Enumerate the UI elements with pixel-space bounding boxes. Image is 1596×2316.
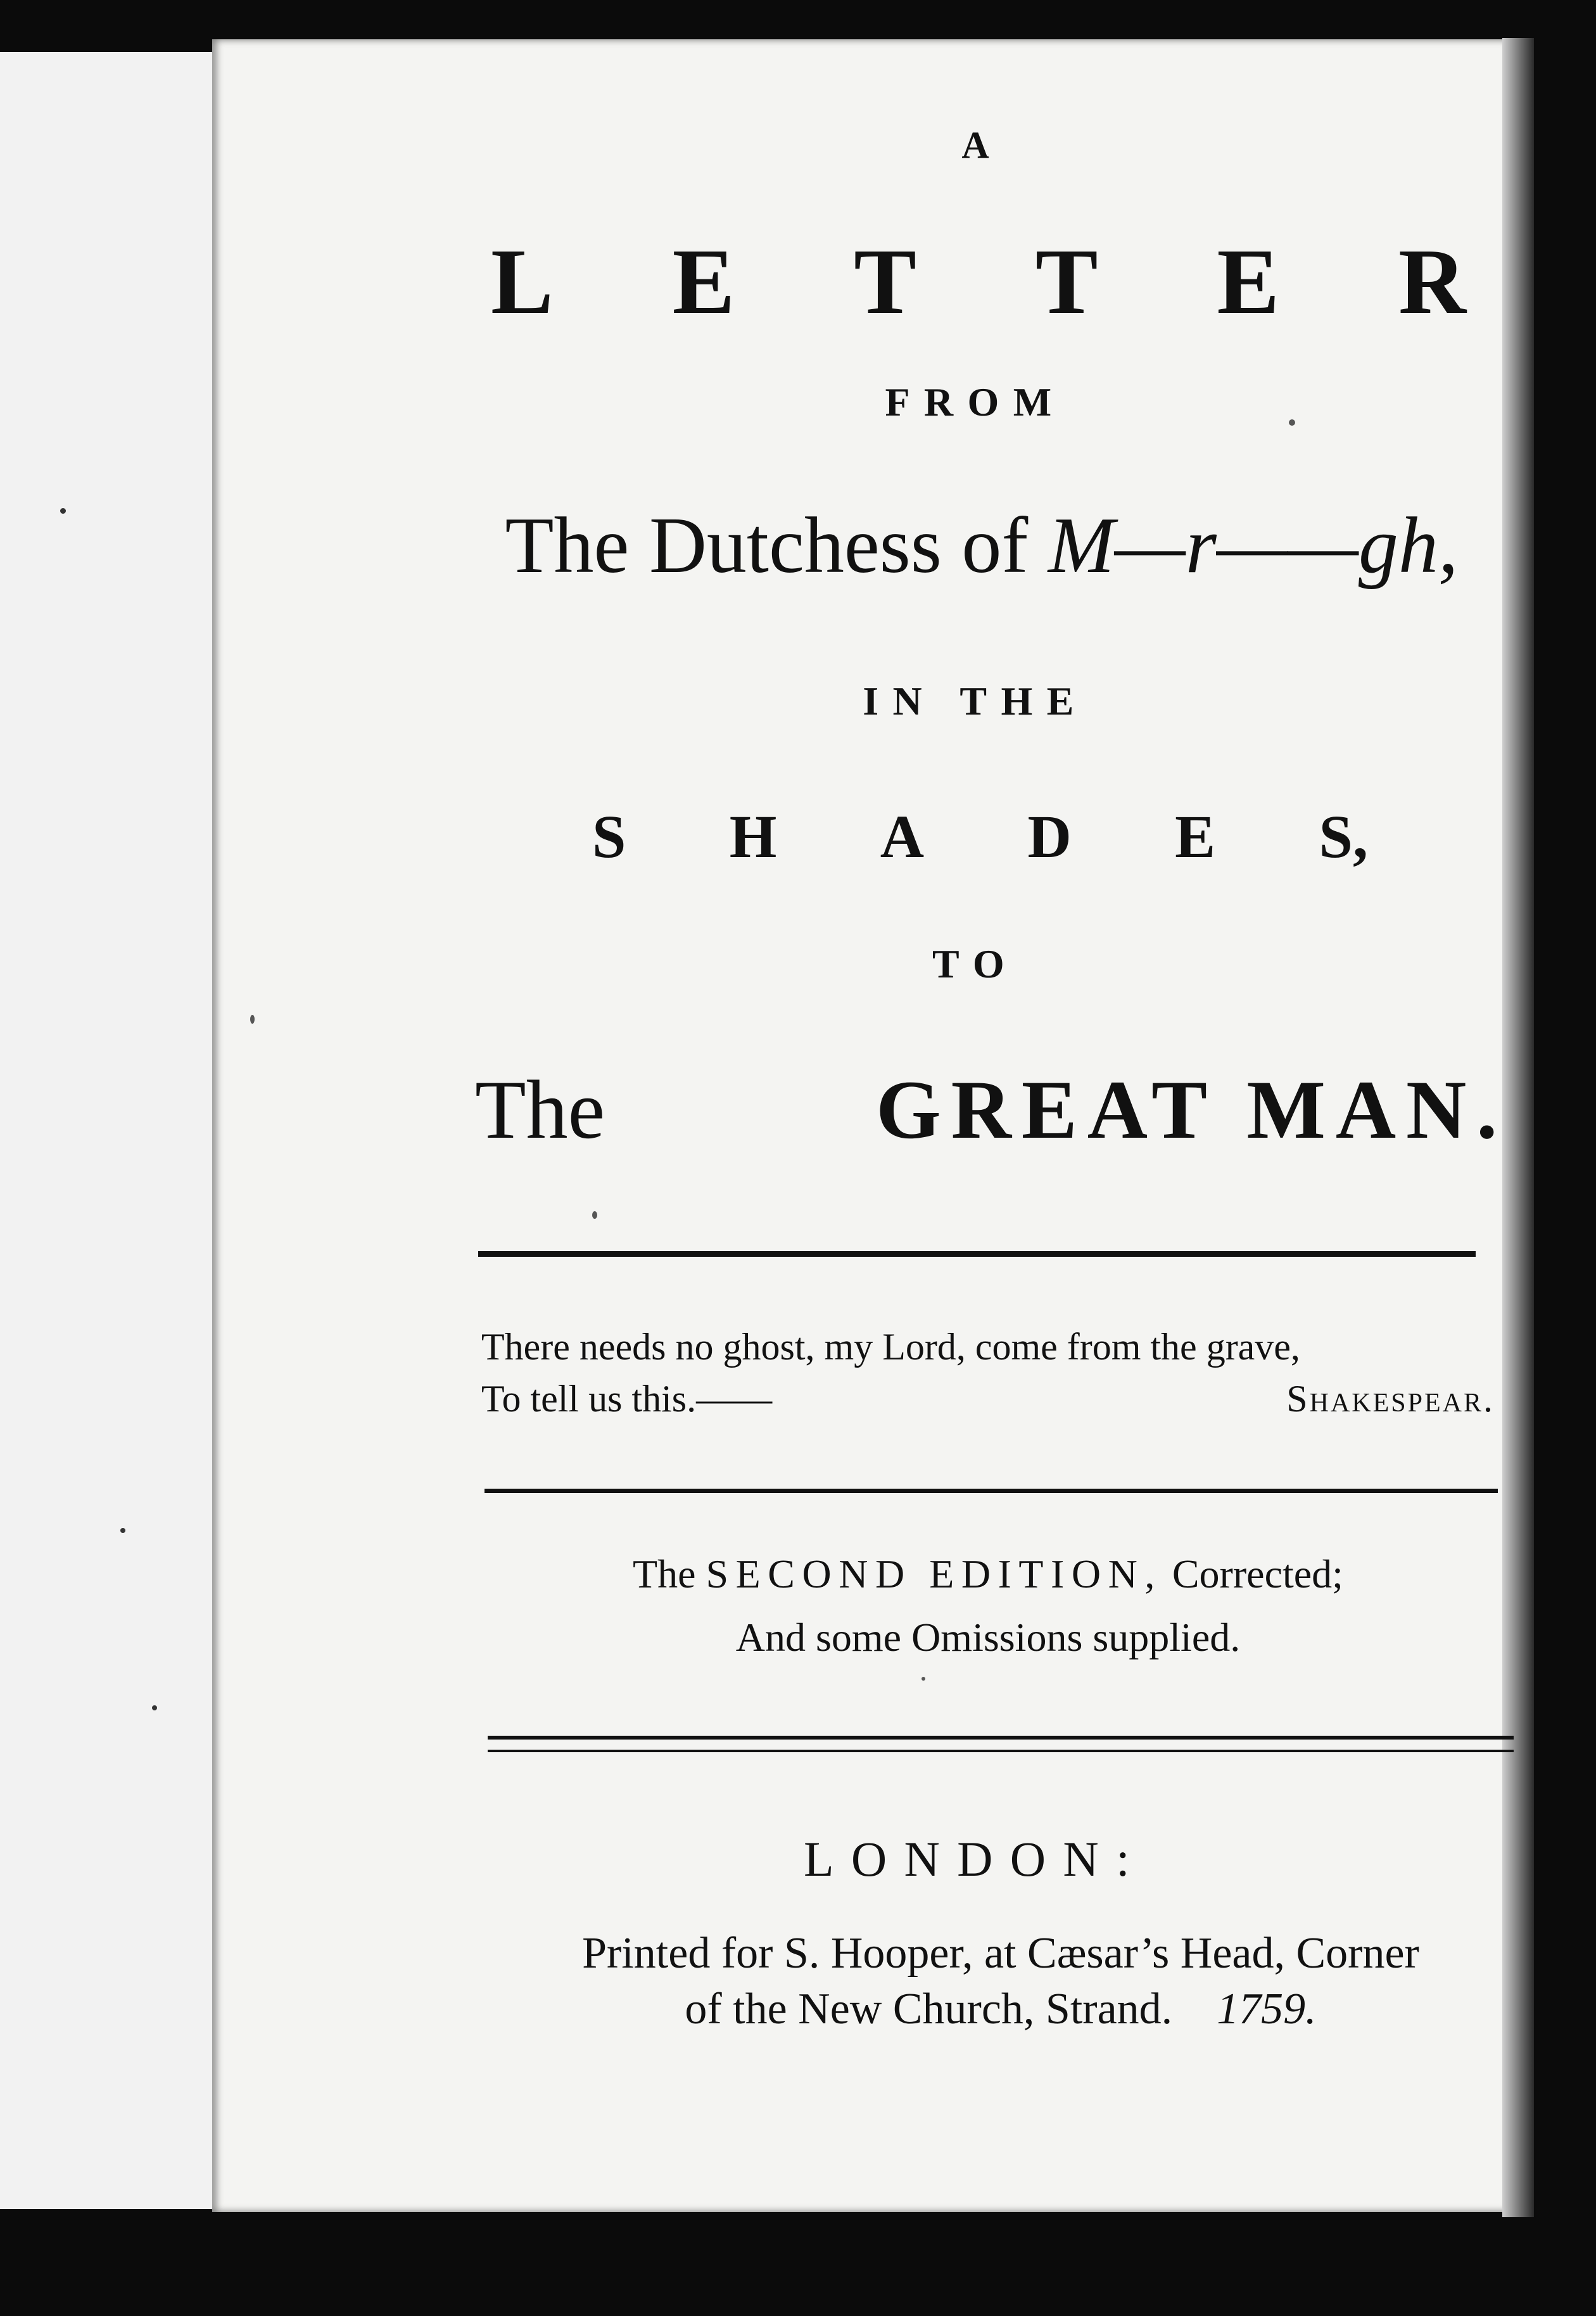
title-shades-char: D bbox=[1027, 803, 1072, 870]
imprint-line-2-row bbox=[481, 1982, 1520, 2037]
epigraph-line-1: There needs no ghost, my Lord, come from the grave, bbox=[481, 1326, 1300, 1368]
epigraph-row-2 bbox=[481, 1373, 1495, 1425]
title-dutchess-name: M—r——gh, bbox=[1048, 502, 1459, 590]
edition-the: The bbox=[633, 1551, 706, 1596]
title-dutchess bbox=[462, 500, 1501, 592]
imprint-line-1: Printed for S. Hooper, at Cæsar’s Head, Corner bbox=[582, 1929, 1419, 1978]
imprint-city: LONDON: bbox=[803, 1831, 1148, 1887]
edition-statement bbox=[481, 1543, 1495, 1669]
title-shades-char: E bbox=[1175, 803, 1216, 870]
epigraph-attribution: Shakespear. bbox=[1286, 1378, 1495, 1420]
edition-caps: SECOND EDITION, bbox=[706, 1551, 1162, 1596]
title-letter-char: E bbox=[672, 230, 735, 334]
title-shades-char: H bbox=[729, 803, 777, 870]
rule-divider bbox=[478, 1251, 1476, 1257]
speck bbox=[60, 508, 66, 514]
print-speck bbox=[250, 1015, 255, 1024]
print-speck bbox=[592, 1211, 597, 1219]
title-letter-char: R bbox=[1398, 230, 1466, 334]
speck bbox=[152, 1705, 157, 1710]
title-great-the: The bbox=[475, 1063, 605, 1156]
title-great-man bbox=[475, 1061, 1507, 1158]
title-letter-char: T bbox=[1035, 230, 1098, 334]
facing-blank-page bbox=[0, 52, 218, 2209]
title-article: A bbox=[961, 124, 989, 166]
edition-corrected: Corrected; bbox=[1162, 1551, 1343, 1596]
title-great-man-text: GREAT MAN. bbox=[876, 1063, 1507, 1156]
title-shades-char: S, bbox=[1319, 803, 1368, 870]
print-speck bbox=[922, 1677, 925, 1681]
title-letter-char: E bbox=[1217, 230, 1280, 334]
title-shades bbox=[592, 801, 1368, 872]
title-from: FROM bbox=[885, 379, 1066, 424]
edition-line-2: And some Omissions supplied. bbox=[735, 1615, 1241, 1660]
rule-double-top bbox=[488, 1736, 1514, 1740]
imprint bbox=[481, 1926, 1520, 2037]
title-to: TO bbox=[932, 941, 1019, 986]
title-letter-char: L bbox=[491, 230, 554, 334]
imprint-line-2: of the New Church, Strand. bbox=[685, 1985, 1173, 2033]
rule-divider bbox=[484, 1489, 1498, 1493]
title-in-the: IN THE bbox=[863, 678, 1088, 723]
title-shades-char: S bbox=[592, 803, 626, 870]
epigraph-line-2: To tell us this.—— bbox=[481, 1378, 773, 1420]
title-letter bbox=[491, 228, 1466, 336]
edition-line-1 bbox=[481, 1543, 1495, 1606]
speck bbox=[120, 1528, 125, 1533]
title-shades-char: A bbox=[880, 803, 925, 870]
epigraph bbox=[481, 1321, 1495, 1425]
imprint-year: 1759. bbox=[1217, 1985, 1317, 2033]
title-dutchess-prefix: The Dutchess of bbox=[505, 502, 1048, 590]
rule-double-bottom bbox=[488, 1750, 1514, 1752]
title-letter-char: T bbox=[854, 230, 916, 334]
